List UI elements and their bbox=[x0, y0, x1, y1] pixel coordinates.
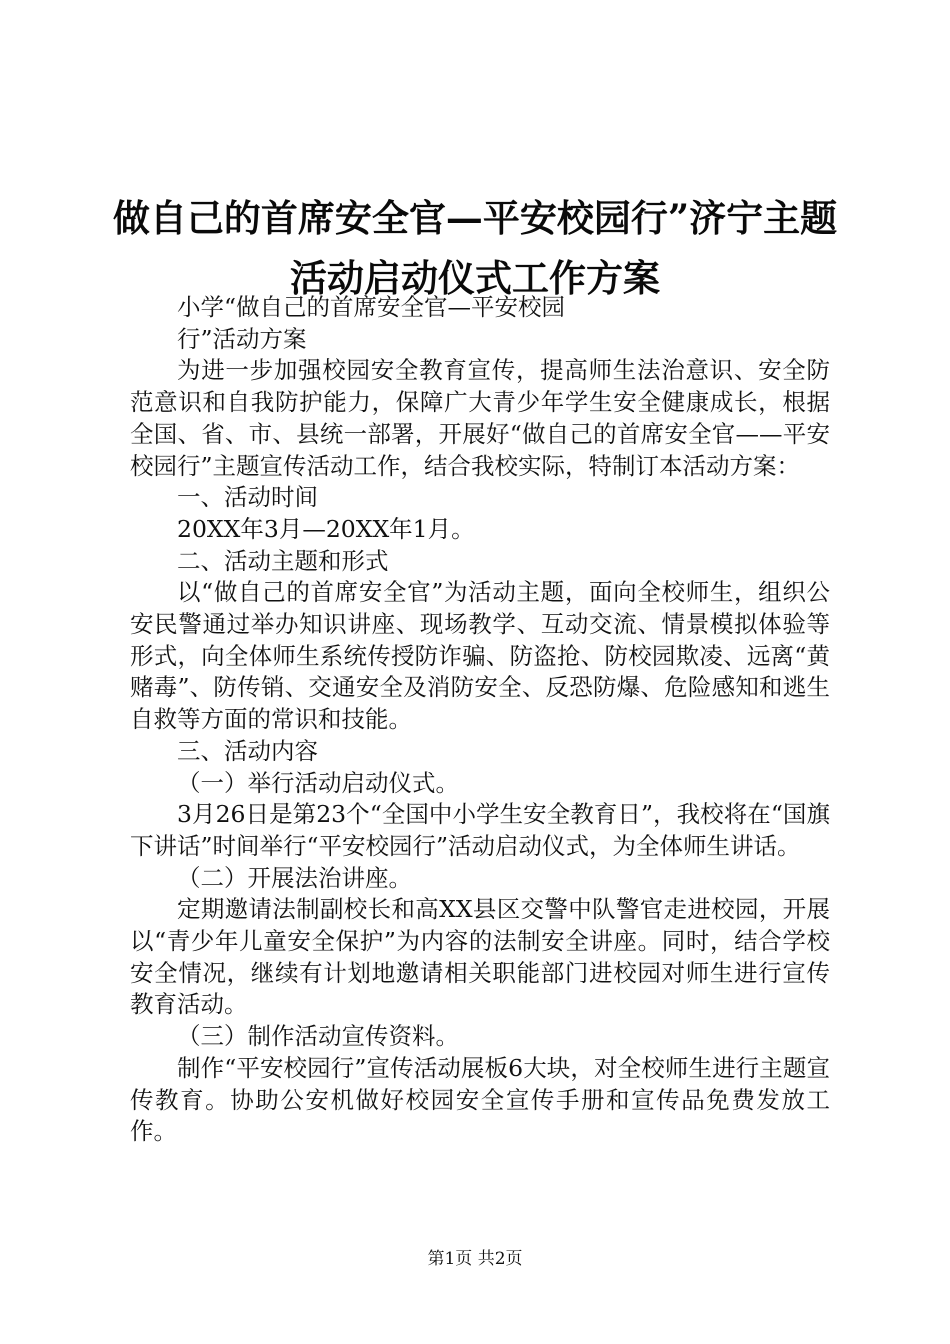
document-title-line-2: 活动启动仪式工作方案 bbox=[290, 256, 660, 300]
document-body bbox=[130, 292, 830, 1148]
document-title-line-1: 做自己的首席安全官—平安校园行”济宁主题 bbox=[112, 196, 838, 240]
section-heading-theme: 二、活动主题和形式 bbox=[177, 546, 389, 575]
subsection-heading-1: （一）举行活动启动仪式。 bbox=[177, 768, 459, 797]
paragraph-ceremony: 3月26日是第23个“全国中小学生安全教育日”，我校将在“国旗下讲话”时间举行“平安校园行”活动启动仪式，为全体师生讲话。 bbox=[130, 800, 830, 860]
subsection-heading-3: （三）制作活动宣传资料。 bbox=[177, 1022, 459, 1051]
paragraph-theme: 以“做自己的首席安全官”为活动主题，面向全校师生，组织公安民警通过举办知识讲座、现场教学、互动交流、情景模拟体验等形式，向全体师生系统传授防诈骗、防盗抢、防校园欺凌、远离“黄赌毒”、防传销、交通安全及消防安全、反恐防爆、危险感知和逃生自救等方面的常识和技能。 bbox=[130, 578, 830, 734]
paragraph-time: 20XX年3月—20XX年1月。 bbox=[177, 514, 475, 543]
page-number-footer: 第1页 共2页 bbox=[427, 1249, 523, 1269]
paragraph-lecture: 定期邀请法制副校长和高XX县区交警中队警官走进校园，开展以“青少年儿童安全保护”为内容的法制安全讲座。同时，结合学校安全情况，继续有计划地邀请相关职能部门进校园对师生进行宣传教育活动。 bbox=[130, 895, 830, 1019]
paragraph-intro: 为进一步加强校园安全教育宣传，提高师生法治意识、安全防范意识和自我防护能力，保障广大青少年学生安全健康成长，根据全国、省、市、县统一部署，开展好“做自己的首席安全官——平安校园行”主题宣传活动工作，结合我校实际，特制订本活动方案： bbox=[130, 356, 830, 480]
subtitle-line-1: 小学“做自己的首席安全官—平安校园 bbox=[177, 293, 566, 321]
subsection-heading-2: （二）开展法治讲座。 bbox=[177, 863, 412, 892]
paragraph-materials: 制作“平安校园行”宣传活动展板6大块，对全校师生进行主题宣传教育。协助公安机做好校园安全宣传手册和宣传品免费发放工作。 bbox=[130, 1053, 830, 1146]
section-heading-time: 一、活动时间 bbox=[177, 483, 318, 512]
section-heading-content: 三、活动内容 bbox=[177, 736, 318, 765]
subtitle-line-2: 行”活动方案 bbox=[177, 324, 307, 353]
